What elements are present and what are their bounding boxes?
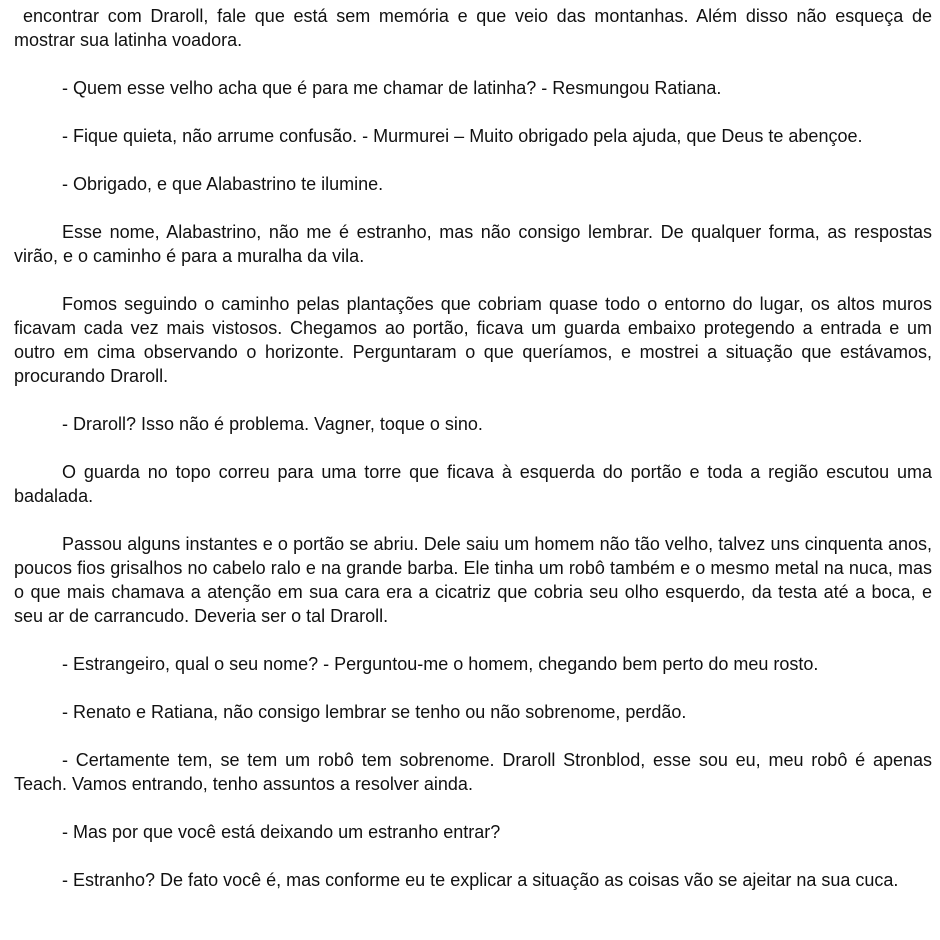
document-page (14, 4, 932, 892)
paragraph: - Obrigado, e que Alabastrino te ilumine. (62, 174, 384, 194)
paragraph: - Draroll? Isso não é problema. Vagner, toque o sino. (62, 414, 483, 434)
paragraph: - Estrangeiro, qual o seu nome? - Perguntou-me o homem, chegando bem perto do meu rosto. (62, 654, 819, 674)
paragraph: - Certamente tem, se tem um robô tem sobrenome. Draroll Stronblod, esse sou eu, meu robô é apenas Teach. Vamos entrando, tenho assuntos a resolver ainda. (14, 750, 932, 794)
paragraph: Fomos seguindo o caminho pelas plantações que cobriam quase todo o entorno do lugar, os altos muros ficavam cada vez mais vistosos. Chegamos ao portão, ficava um guarda embaixo protegendo a entrada e um outro em cima observando o horizonte. Perguntaram o que queríamos, e mostrei a situação que estávamos, procurando Draroll. (14, 294, 932, 386)
paragraph: Esse nome, Alabastrino, não me é estranho, mas não consigo lembrar. De qualquer forma, as respostas virão, e o caminho é para a muralha da vila. (14, 222, 932, 266)
paragraph: - Renato e Ratiana, não consigo lembrar se tenho ou não sobrenome, perdão. (62, 702, 687, 722)
paragraph: Passou alguns instantes e o portão se abriu. Dele saiu um homem não tão velho, talvez uns cinquenta anos, poucos fios grisalhos no cabelo ralo e na grande barba. Ele tinha um robô também e o mesmo metal na nuca, mas o que mais chamava a atenção em sua cara era a cicatriz que cobria seu olho esquerdo, da testa até a boca, e seu ar de carrancudo. Deveria ser o tal Draroll. (14, 534, 932, 626)
paragraph: - Fique quieta, não arrume confusão. - Murmurei – Muito obrigado pela ajuda, que Deus te abençoe. (62, 126, 863, 146)
paragraph: - Quem esse velho acha que é para me chamar de latinha? - Resmungou Ratiana. (62, 78, 722, 98)
paragraph: - Estranho? De fato você é, mas conforme eu te explicar a situação as coisas vão se ajeitar na sua cuca. (62, 870, 899, 890)
paragraph: O guarda no topo correu para uma torre que ficava à esquerda do portão e toda a região escutou uma badalada. (14, 462, 932, 506)
paragraph: - Mas por que você está deixando um estranho entrar? (62, 822, 501, 842)
paragraph: encontrar com Draroll, fale que está sem memória e que veio das montanhas. Além disso não esqueça de mostrar sua latinha voadora. (14, 6, 932, 50)
